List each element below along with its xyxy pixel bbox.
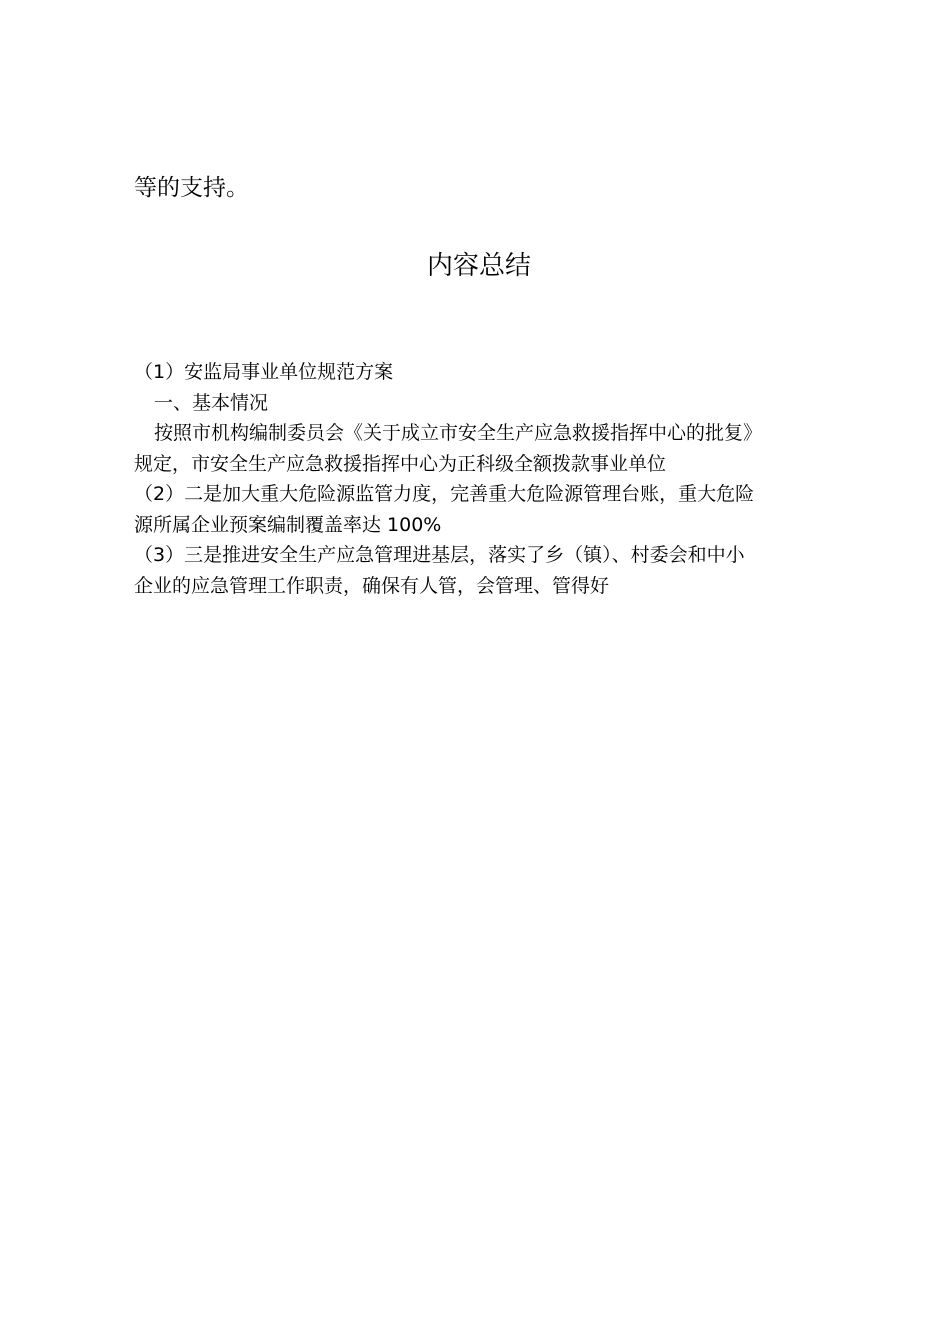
summary-line-4: 规定，市安全生产应急救援指挥中心为正科级全额拨款事业单位 [134,452,667,475]
summary-line-3: 按照市机构编制委员会《关于成立市安全生产应急救援指挥中心的批复》 [154,422,763,444]
summary-line-7: （3）三是推进安全生产应急管理进基层，落实了乡（镇）、村委会和中小 [134,544,745,566]
summary-line-2: 一、基本情况 [154,391,269,414]
summary-line-8: 企业的应急管理工作职责，确保有人管，会管理、管得好 [134,574,610,597]
summary-line-1: （1）安监局事业单位规范方案 [134,361,394,383]
summary-line-6: 源所属企业预案编制覆盖率达 100% [134,513,442,536]
summary-line-5: （2）二是加大重大危险源监管力度，完善重大危险源管理台账，重大危险 [134,483,755,505]
continuation-text: 等的支持。 [134,175,249,201]
summary-content [134,357,824,601]
summary-title: 内容总结 [426,251,531,281]
